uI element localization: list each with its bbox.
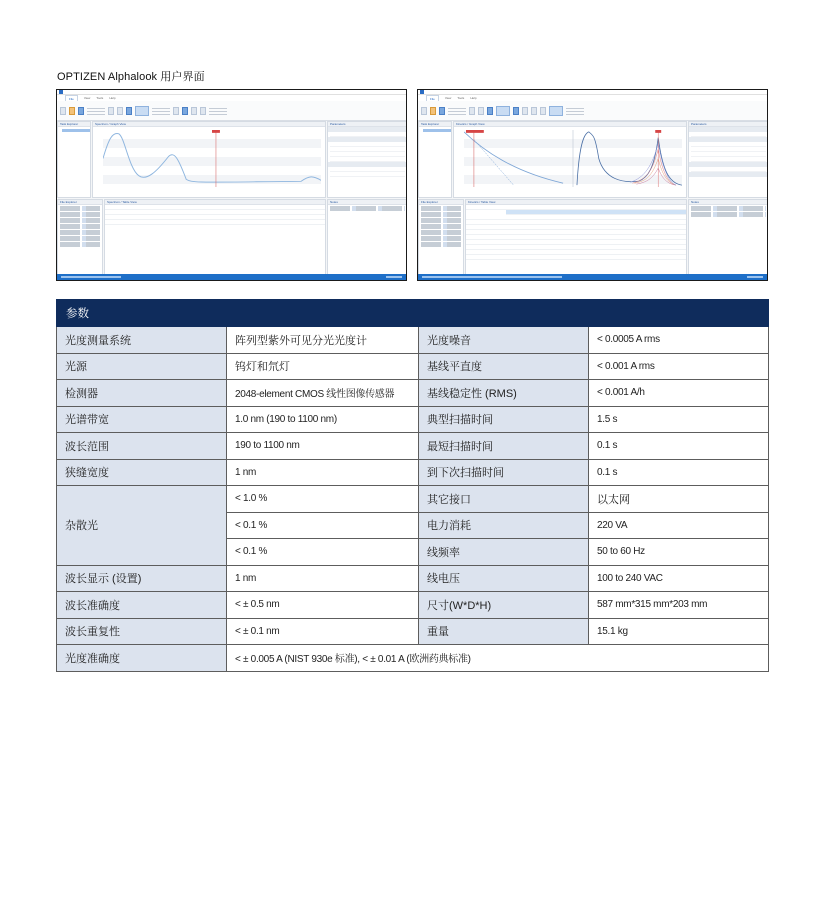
- kinetics-chart[interactable]: [464, 130, 682, 187]
- screenshot-kinetics: [417, 89, 768, 281]
- notes-pane: [688, 199, 768, 276]
- task-explorer-pane: [418, 121, 452, 198]
- pane-header: File Explorer: [58, 200, 102, 205]
- tab-help[interactable]: Help: [470, 96, 477, 100]
- spec-value: < ± 0.005 A (NIST 930e 标准), < ± 0.01 A (欧洲药典标准): [227, 645, 769, 672]
- table-view-pane: [465, 199, 687, 276]
- table-view-pane: [104, 199, 326, 276]
- measure-icon[interactable]: [108, 107, 114, 115]
- spec-value: 阵列型紫外可见分光光度计: [227, 327, 419, 354]
- spec-value: 190 to 1100 nm: [227, 433, 419, 460]
- task-explorer-pane: [57, 121, 91, 198]
- spec-value: 0.1 s: [589, 433, 769, 460]
- status-bar: [57, 274, 406, 280]
- spec-value: 15.1 kg: [589, 618, 769, 645]
- pane-header: Kinetics / Graph View: [454, 122, 686, 127]
- window-titlebar: [57, 90, 406, 95]
- table-header: 参数: [57, 300, 769, 327]
- spec-label: 波长准确度: [57, 592, 227, 619]
- pane-header: Parameters: [689, 122, 768, 127]
- pane-header: Parameters: [328, 122, 407, 127]
- pane-header: Spectrum / Table View: [105, 200, 325, 205]
- spec-label: 波长重复性: [57, 618, 227, 645]
- comment-icon[interactable]: [200, 107, 206, 115]
- table-row: [57, 618, 769, 645]
- graph-view-icon[interactable]: [182, 107, 188, 115]
- table-row: [57, 406, 769, 433]
- spec-label: 典型扫描时间: [419, 406, 589, 433]
- spec-value: 220 VA: [589, 512, 769, 539]
- spec-label: 检测器: [57, 380, 227, 407]
- spec-value: < ± 0.1 nm: [227, 618, 419, 645]
- tab-file[interactable]: File: [65, 95, 78, 101]
- ribbon-toolbar: [57, 101, 406, 121]
- table-row: [57, 353, 769, 380]
- spec-label: 线电压: [419, 565, 589, 592]
- spec-label: 光度噪音: [419, 327, 589, 354]
- graph-view-icon[interactable]: [513, 107, 519, 115]
- table-row: [57, 433, 769, 460]
- fit-icon[interactable]: [173, 107, 179, 115]
- spec-value: 2048-element CMOS 线性图像传感器: [227, 380, 419, 407]
- file-explorer-pane: [57, 199, 103, 276]
- measure-icon[interactable]: [469, 107, 475, 115]
- export-icon[interactable]: [522, 107, 528, 115]
- spec-value: < 1.0 %: [227, 486, 419, 513]
- spec-value: 587 mm*315 mm*203 mm: [589, 592, 769, 619]
- open-icon[interactable]: [69, 107, 75, 115]
- spec-value: < ± 0.5 nm: [227, 592, 419, 619]
- spec-value: 1.5 s: [589, 406, 769, 433]
- parameters-pane: [688, 121, 768, 198]
- spec-value: 1 nm: [227, 565, 419, 592]
- mode-selector[interactable]: [496, 106, 510, 116]
- ribbon-text-group: [87, 106, 105, 116]
- tab-tools[interactable]: Tools: [457, 96, 465, 100]
- spec-label: 光度测量系统: [57, 327, 227, 354]
- spectrum-chart[interactable]: [103, 130, 321, 187]
- parameters-pane: [327, 121, 407, 198]
- spec-label: 波长范围: [57, 433, 227, 460]
- spec-label: 光度准确度: [57, 645, 227, 672]
- reference-icon[interactable]: [126, 107, 132, 115]
- print-icon[interactable]: [531, 107, 537, 115]
- ribbon-text-group: [566, 106, 584, 116]
- spec-value: < 0.0005 A rms: [589, 327, 769, 354]
- new-icon[interactable]: [60, 107, 66, 115]
- spec-label: 光源: [57, 353, 227, 380]
- tree-item-selected[interactable]: [423, 129, 451, 132]
- tab-view[interactable]: View: [83, 96, 91, 100]
- app-icon: [420, 90, 424, 94]
- ribbon-text-group: [152, 106, 170, 116]
- notes-pane: [327, 199, 407, 276]
- window-titlebar: [418, 90, 767, 95]
- option-selector[interactable]: [549, 106, 563, 116]
- spec-label: 线频率: [419, 539, 589, 566]
- report-icon[interactable]: [540, 107, 546, 115]
- pane-header: Spectrum / Graph View: [93, 122, 325, 127]
- spec-value: 1 nm: [227, 459, 419, 486]
- tab-tools[interactable]: Tools: [96, 96, 104, 100]
- graph-view-pane: [453, 121, 687, 198]
- pane-header: File Explorer: [419, 200, 463, 205]
- spec-label: 重量: [419, 618, 589, 645]
- table-row: [57, 592, 769, 619]
- spec-label: 基线平直度: [419, 353, 589, 380]
- open-icon[interactable]: [430, 107, 436, 115]
- graph-view-pane: [92, 121, 326, 198]
- table-row: [57, 486, 769, 513]
- ribbon-text-group: [209, 106, 227, 116]
- layout-icon[interactable]: [191, 107, 197, 115]
- spec-value: < 0.1 %: [227, 539, 419, 566]
- pane-header: Task Explorer: [58, 122, 90, 127]
- table-row: [57, 327, 769, 354]
- page-title: OPTIZEN Alphalook 用户界面: [57, 71, 205, 83]
- ribbon-text-group: [448, 106, 466, 116]
- tab-file[interactable]: File: [426, 95, 439, 101]
- spec-label: 尺寸(W*D*H): [419, 592, 589, 619]
- status-bar: [418, 274, 767, 280]
- spec-label: 光谱带宽: [57, 406, 227, 433]
- spec-label: 电力消耗: [419, 512, 589, 539]
- spec-label: 其它接口: [419, 486, 589, 513]
- tree-item-selected[interactable]: [62, 129, 90, 132]
- mode-selector[interactable]: [135, 106, 149, 116]
- sample-icon[interactable]: [478, 107, 484, 115]
- file-explorer-pane: [418, 199, 464, 276]
- save-icon[interactable]: [439, 107, 445, 115]
- pane-header: Notes: [328, 200, 407, 205]
- spec-value: 0.1 s: [589, 459, 769, 486]
- new-icon[interactable]: [421, 107, 427, 115]
- spec-label: 最短扫描时间: [419, 433, 589, 460]
- specifications-table: [56, 299, 769, 672]
- table-row: [57, 380, 769, 407]
- ribbon-toolbar: [418, 101, 767, 121]
- spec-label: 基线稳定性 (RMS): [419, 380, 589, 407]
- table-row: [57, 565, 769, 592]
- table-row: [57, 459, 769, 486]
- app-icon: [59, 90, 63, 94]
- tab-help[interactable]: Help: [109, 96, 116, 100]
- spec-value: < 0.1 %: [227, 512, 419, 539]
- spec-value: 50 to 60 Hz: [589, 539, 769, 566]
- spec-value: 1.0 nm (190 to 1100 nm): [227, 406, 419, 433]
- pane-header: Kinetics / Table View: [466, 200, 686, 205]
- spec-label: 狭缝宽度: [57, 459, 227, 486]
- table-row: [57, 645, 769, 672]
- pane-header: Notes: [689, 200, 768, 205]
- save-icon[interactable]: [78, 107, 84, 115]
- spec-value: 钨灯和氘灯: [227, 353, 419, 380]
- spec-label: 波长显示 (设置): [57, 565, 227, 592]
- spec-label: 到下次扫描时间: [419, 459, 589, 486]
- spec-value: < 0.001 A rms: [589, 353, 769, 380]
- sample-icon[interactable]: [117, 107, 123, 115]
- spec-value: 100 to 240 VAC: [589, 565, 769, 592]
- screenshot-single-spectrum: [56, 89, 407, 281]
- spec-value: < 0.001 A/h: [589, 380, 769, 407]
- pane-header: Task Explorer: [419, 122, 451, 127]
- spec-value: 以太网: [589, 486, 769, 513]
- tab-view[interactable]: View: [444, 96, 452, 100]
- spec-label-stray-light: 杂散光: [57, 486, 227, 566]
- reference-icon[interactable]: [487, 107, 493, 115]
